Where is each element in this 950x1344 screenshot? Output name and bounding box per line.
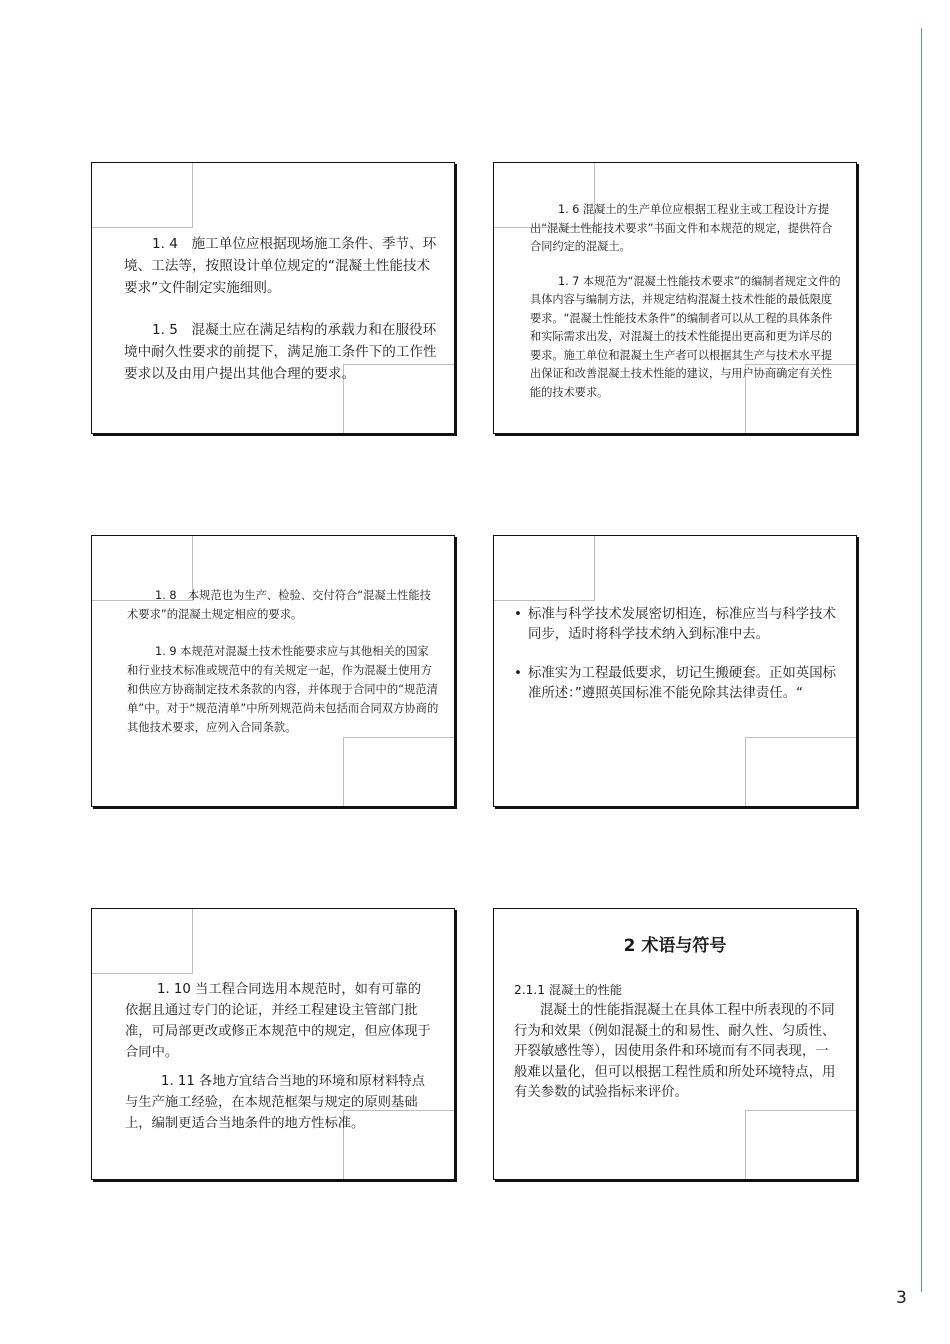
bullet-icon: • (514, 607, 522, 622)
slide-corner-decoration (745, 737, 856, 806)
slide-corner-decoration (92, 163, 193, 228)
bullet-text: 标准实为工程最低要求，切记生搬硬套。正如英国标准所述：”遵照英国标准不能免除其法律责任。“ (528, 666, 836, 701)
page-margin-rule (921, 28, 922, 1292)
slide-3 (91, 535, 455, 807)
slide-5 (91, 908, 455, 1180)
section-heading: 2.1.1 混凝土的性能 (514, 983, 623, 997)
section-text: 混凝土的性能指混凝土在具体工程中所表现的不同行为和效果（例如混凝土的和易性、耐久性、匀质性、开裂敏感性等），因使用条件和环境而有不同表现，一般难以量化，但可以根据工程性质和所处环境特点，用有关参数的试验指标来评价。 (514, 1003, 836, 1101)
slide-corner-decoration (343, 737, 454, 806)
clause-1-5: 1. 5 混凝土应在满足结构的承载力和在服役环境中耐久性要求的前提下，满足施工条件下的工作性要求以及由用户提出其他合理的要求。 (124, 322, 437, 382)
list-item (512, 605, 842, 644)
slide-title: 2 术语与符号 (623, 936, 727, 956)
slide-corner-decoration (745, 1110, 856, 1179)
slide-corner-decoration (92, 909, 193, 974)
slide-corner-decoration (494, 536, 595, 601)
slide-4 (493, 535, 857, 807)
list-item (512, 664, 842, 703)
bullet-list (512, 605, 842, 703)
slide-1 (91, 162, 455, 434)
clause-1-4: 1. 4 施工单位应根据现场施工条件、季节、环境、工法等，按照设计单位规定的“混凝土性能技术要求”文件制定实施细则。 (124, 236, 437, 296)
slide-6 (493, 908, 857, 1180)
page-number: 3 (896, 1288, 907, 1308)
slide-2 (493, 162, 857, 434)
clause-1-11: 1. 11 各地方宜结合当地的环境和原材料特点与生产施工经验，在本规范框架与规定的原则基础上，编制更适合当地条件的地方性标准。 (125, 1074, 426, 1131)
clause-1-9: 1. 9 本规范对混凝土技术性能要求应与其他相关的国家和行业技术标准或规范中的有关规定一起，作为混凝土使用方和供应方协商制定技术条款的内容，并体现于合同中的“规范清单”中。对于“规范清单”中所列规范尚未包括而合同双方协商的其他技术要求，应列入合同条款。 (127, 645, 439, 734)
clause-1-7: 1. 7 本规范为“混凝土性能技术要求”的编制者规定文件的具体内容与编制方法，并规定结构混凝土技术性能的最低限度要求。“混凝土性能技术条件”的编制者可以从工程的具体条件和实际需求出发，对混凝土的技术性能提出更高和更为详尽的要求。施工单位和混凝土生产者可以根据其生产与技术水平提出保证和改善混凝土技术性能的建议，与用户协商确定有关性能的技术要求。 (530, 274, 841, 399)
clause-1-8: 1. 8 本规范也为生产、检验、交付符合“混凝土性能技术要求”的混凝土规定相应的要求。 (127, 589, 431, 621)
bullet-icon: • (514, 666, 522, 681)
clause-1-10: 1. 10 当工程合同选用本规范时，如有可靠的依据且通过专门的论证，并经工程建设主管部门批准，可局部更改或修正本规范中的规定，但应体现于合同中。 (125, 982, 431, 1060)
bullet-text: 标准与科学技术发展密切相连，标准应当与科学技术同步，适时将科学技术纳入到标准中去。 (528, 607, 836, 642)
clause-1-6: 1. 6 混凝土的生产单位应根据工程业主或工程设计方提出“混凝土性能技术要求”书面文件和本规范的规定，提供符合合同约定的混凝土。 (530, 203, 833, 253)
